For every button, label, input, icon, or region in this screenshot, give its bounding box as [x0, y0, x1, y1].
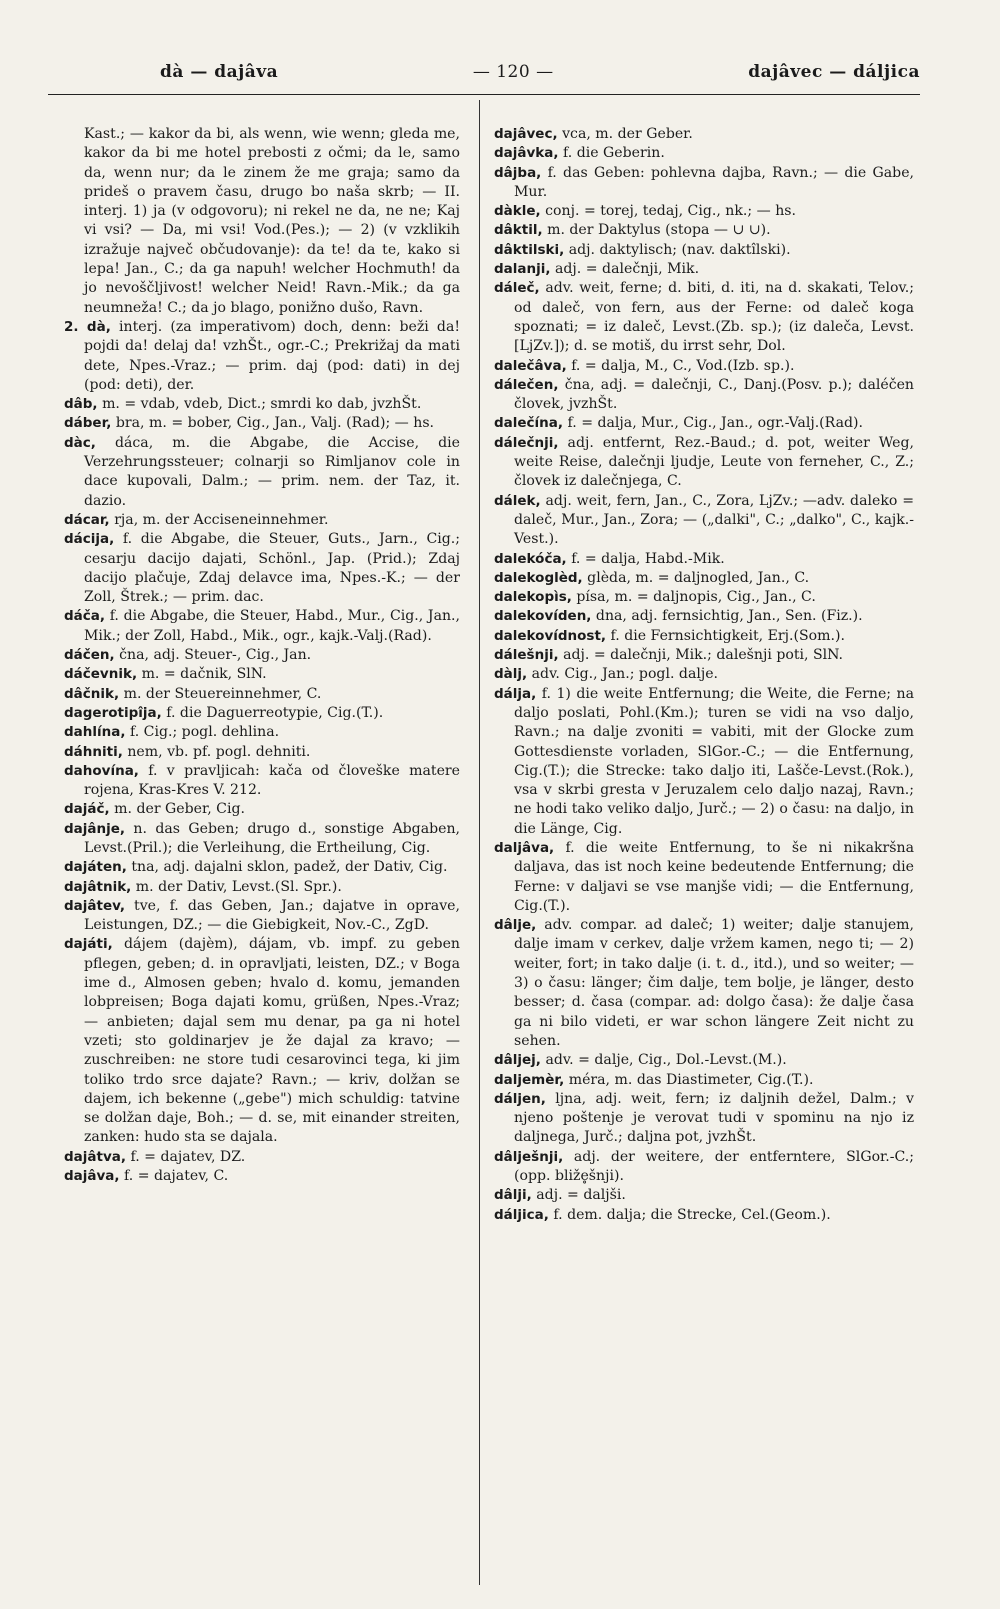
entry-headword: dácar, — [64, 511, 110, 528]
dictionary-entry — [494, 376, 914, 415]
right-column — [494, 125, 914, 1225]
dictionary-entry — [64, 511, 460, 530]
entry-definition: m. = vdab, vdeb, Dict.; smrdi ko dab, jvzhŠt. — [102, 396, 422, 413]
entry-headword: dajáč, — [64, 801, 110, 818]
dictionary-entry — [64, 704, 460, 723]
page-number: — 120 — — [472, 62, 554, 82]
entry-headword: dàlj, — [494, 666, 528, 683]
entry-definition: adj. entfernt, Rez.-Baud.; d. pot, weiter Weg, weite Reise, dalečnji ljudje, Leute von ferneher, C., Z.; človek iz dalečnjega, C. — [514, 434, 914, 490]
entry-definition: f. = dalja, Habd.-Mik. — [571, 550, 725, 567]
entry-definition: conj. = torej, tedaj, Cig., nk.; — hs. — [545, 203, 796, 220]
dictionary-entry — [494, 1090, 914, 1148]
entry-headword: dálja, — [494, 685, 537, 702]
entry-definition: m. der Geber, Cig. — [114, 801, 245, 818]
entry-definition: bra, m. = bober, Cig., Jan., Valj. (Rad); — hs. — [115, 415, 435, 432]
entry-headword: dáljica, — [494, 1206, 549, 1223]
entry-headword: dalekóča, — [494, 550, 567, 567]
entry-definition: f. die Fernsichtigkeit, Erj.(Som.). — [610, 627, 845, 644]
entry-definition: f. die Daguerreotypie, Cig.(T.). — [166, 704, 384, 721]
entry-definition: tve, f. das Geben, Jan.; dajatve in oprave, Leistungen, DZ.; — die Giebigkeit, Nov.-C., ZgD. — [84, 897, 460, 934]
entry-definition: adj. = dalečnji, Mik.; dalešnji poti, SlN. — [563, 647, 844, 664]
entry-headword: dalekoglèd, — [494, 569, 583, 586]
dictionary-entry — [494, 279, 914, 356]
entry-headword: dahlína, — [64, 724, 126, 741]
header-rule — [48, 94, 920, 95]
entry-headword: dalanji, — [494, 261, 551, 278]
dictionary-entry — [64, 1148, 460, 1167]
entry-definition: m. = dačnik, SlN. — [141, 666, 267, 683]
entry-headword: dalečína, — [494, 415, 564, 432]
entry-definition: f. = dajatev, DZ. — [130, 1148, 246, 1165]
entry-headword: dalečâva, — [494, 357, 567, 374]
dictionary-entry — [494, 550, 914, 569]
entry-definition: f. dem. dalja; die Strecke, Cel.(Geom.). — [553, 1206, 831, 1223]
entry-definition: m. der Dativ, Levst.(Sl. Spr.). — [135, 878, 342, 895]
entry-headword: dajâtva, — [64, 1148, 127, 1165]
entry-headword: dàkle, — [494, 203, 541, 220]
dictionary-entry — [64, 935, 460, 1147]
entry-definition: f. die weite Entfernung, to še ni nikakršna daljava, das ist noch keine bedeutende Entfernung; die Ferne: v daljavi se vse manjše vidi; — die Entfernung, Cig.(T.). — [514, 839, 914, 914]
entry-definition: adj. der weitere, der entferntere, SlGor.-C.; (opp. bliže̥šnji). — [514, 1148, 914, 1185]
dictionary-entry — [494, 202, 914, 221]
entry-definition: adj. = daljši. — [536, 1187, 626, 1204]
dictionary-entry — [494, 1148, 914, 1187]
dictionary-entry — [494, 125, 914, 144]
entry-headword: dajânje, — [64, 820, 126, 837]
dictionary-entry — [64, 897, 460, 936]
entry-headword: dâktil, — [494, 222, 543, 239]
entry-definition: adj. daktylisch; (nav. daktîlski). — [568, 241, 791, 258]
entry-definition: m. der Daktylus (stopa — ∪ ∪). — [547, 222, 771, 239]
header-left-guideword: dà — dajâva — [160, 62, 279, 82]
left-column — [64, 125, 460, 1186]
dictionary-entry — [494, 1206, 914, 1225]
entry-headword: dáhniti, — [64, 743, 123, 760]
dictionary-entry — [494, 1186, 914, 1205]
entry-headword: dalekopìs, — [494, 589, 572, 606]
column-divider — [479, 100, 480, 1585]
entry-definition: f. v pravljicah: kača od človeške matere rojena, Kras-Kres V. 212. — [84, 762, 460, 799]
dictionary-entry — [494, 164, 914, 203]
dictionary-entry — [494, 627, 914, 646]
dictionary-entry — [494, 569, 914, 588]
dictionary-entry — [64, 1167, 460, 1186]
entry-headword: dáljen, — [494, 1090, 546, 1107]
dictionary-entry — [64, 743, 460, 762]
entry-headword: dálek, — [494, 492, 541, 509]
dictionary-entry — [494, 588, 914, 607]
entry-definition: adj. = dalečnji, Mik. — [555, 261, 700, 278]
entry-headword: dajâvka, — [494, 145, 559, 162]
entry-headword: dáča, — [64, 608, 106, 625]
entry-definition: f. = dajatev, C. — [124, 1168, 229, 1185]
entry-definition: čna, adj. Steuer-, Cig., Jan. — [119, 647, 312, 664]
entry-headword: dajáti, — [64, 936, 113, 953]
dictionary-entry — [494, 685, 914, 839]
entry-definition: f. die Abgabe, die Steuer, Habd., Mur., Cig., Jan., Mik.; der Zoll, Habd., Mik., ogr., kajk.-Valj.(Rad). — [84, 608, 461, 644]
entry-definition: dájem (dajèm), dájam, vb. impf. zu geben pflegen, geben; d. in opravljati, leisten, DZ.; v Boga ime d., Almosen geben; hvalo d. komu, jemanden lobpreisen; Boga dajati komu, grüßen, Npes.-Vraz; — anbieten; dajal sem mu denar, pa ga ni hotel vzeti; sto goldinarjev je že dajal za kravo; — zuschreiben: ne store tudi cesarovinci tega, ki jim toliko trdo srce dajate? Ravn.; — kriv, dolžan se dajem, ich bekenne („gebe") mich schuldig: tatvine se dolžan daje, Boh.; — d. se, mit einander streiten, zanken: hudo sta se dajala. — [84, 936, 460, 1146]
entry-headword: dâjba, — [494, 164, 542, 181]
entry-definition: m. der Steuereinnehmer, C. — [123, 685, 322, 702]
entry-headword: 2. dà, — [64, 318, 111, 335]
entry-headword: dajâtnik, — [64, 878, 132, 895]
entry-definition: dna, adj. fernsichtig, Jan., Sen. (Fiz.). — [595, 608, 863, 625]
entry-headword: dáčevnik, — [64, 666, 138, 683]
dictionary-entry — [494, 665, 914, 684]
dictionary-entry — [494, 414, 914, 433]
entry-definition: n. das Geben; drugo d., sonstige Abgaben, Levst.(Pril.); die Verleihung, die Ertheilung, Cig. — [84, 820, 461, 856]
entry-headword: daljemèr, — [494, 1071, 565, 1088]
entry-definition: adv. compar. ad daleč; 1) weiter; dalje stanujem, dalje imam v cerkev, dalje vržem kamen, nego ti; — 2) weiter, fort; in tako dalje (i. t. d., itd.), und so weiter; — 3) o času: länger; čim dalje, tem bolje, je länger, desto besser; d. časa (compar. ad: dolgo časa): že dalje časa ga ni bilo videti, er war schon längere Zeit nicht zu sehen. — [514, 917, 915, 1049]
entry-headword: dagerotipîja, — [64, 704, 162, 721]
dictionary-entry — [64, 685, 460, 704]
dictionary-entry — [494, 144, 914, 163]
entry-headword: dàc, — [64, 434, 96, 451]
dictionary-entry — [494, 646, 914, 665]
entry-headword: dalekovíden, — [494, 608, 592, 625]
dictionary-entry — [64, 665, 460, 684]
entry-definition: f. die Abgabe, die Steuer, Guts., Jarn., Cig.; cesarju dacijo dajati, Schönl., Jap. (Prid.); Zdaj dacijo plačuje, Zdaj delavce ima, Npes.-K.; — der Zoll, Štrek.; — prim. dac. — [84, 531, 460, 606]
entry-headword: dâlji, — [494, 1187, 532, 1204]
dictionary-entry — [494, 357, 914, 376]
entry-headword: dâlješnji, — [494, 1148, 564, 1165]
dictionary-entry — [494, 1071, 914, 1090]
entry-definition: písa, m. = daljnopis, Cig., Jan., C. — [576, 589, 816, 606]
entry-definition: Kast.; — kakor da bi, als wenn, wie wenn; gleda me, kakor da bi me hotel prebosti z očmi; da le, samo da, wenn nur; da le zinem že me graja; samo da prideš o pravem času, drugo bo naša skrb; — II. interj. 1) ja (v odgovoru); ni rekel ne da, ne ne; Kaj vi vsi? — Da, mi vsi! Vod.(Pes.); — 2) (v vzklikih izražuje največ občudovanje): da te! da te, kako si lepa! Jan., C.; da ga napuh! welcher Hochmuth! da jo nevoščljivost! welcher Neid! Ravn.-Mik.; da ga neumneža! C.; da jo blago, ponižno dušo, Ravn. — [84, 126, 460, 316]
dictionary-entry — [494, 260, 914, 279]
entry-headword: dajâvec, — [494, 126, 558, 142]
entry-definition: f. die Geberin. — [563, 145, 665, 162]
entry-headword: dâktilski, — [494, 241, 565, 258]
entry-headword: dajâtev, — [64, 897, 125, 914]
entry-definition: glèda, m. = daljnogled, Jan., C. — [587, 569, 810, 586]
dictionary-entry — [494, 916, 914, 1051]
entry-headword: dâljej, — [494, 1052, 541, 1069]
entry-headword: dácija, — [64, 531, 115, 548]
entry-definition: interj. (za imperativom) doch, denn: beži da! pojdi da! delaj da! vzhŠt., ogr.-C.; Prekrižaj da mati dete, Npes.-Vraz.; — prim. daj (pod: dati) in dej (pod: deti), der. — [84, 318, 461, 393]
entry-headword: dálečnji, — [494, 434, 559, 451]
dictionary-entry — [64, 858, 460, 877]
dictionary-entry — [64, 646, 460, 665]
entry-headword: daljâva, — [494, 839, 555, 856]
entry-headword: dalekovídnost, — [494, 627, 607, 644]
entry-definition: adv. = dalje, Cig., Dol.-Levst.(M.). — [545, 1052, 787, 1069]
entry-headword: dahovína, — [64, 762, 139, 779]
entry-definition: adv. Cig., Jan.; pogl. dalje. — [531, 666, 719, 683]
entry-definition: nem, vb. pf. pogl. dehniti. — [127, 743, 311, 760]
entry-definition: rja, m. der Acciseneinnehmer. — [114, 511, 329, 528]
entry-headword: dáber, — [64, 415, 112, 432]
dictionary-entry — [64, 723, 460, 742]
entry-definition: ljna, adj. weit, fern; iz daljnih dežel, Dalm.; v njeno poštenje je verovat tudi v spominu na njo iz daljnega, Jurč.; daljna pot, jvzhŠt. — [514, 1090, 915, 1146]
entry-headword: dâb, — [64, 396, 98, 413]
entry-definition: f. Cig.; pogl. dehlina. — [129, 724, 280, 741]
dictionary-entry — [494, 492, 914, 550]
dictionary-entry — [64, 607, 460, 646]
dictionary-entry — [64, 878, 460, 897]
entry-headword: dáleč, — [494, 280, 540, 297]
entry-headword: dajâva, — [64, 1168, 120, 1185]
dictionary-entry — [494, 1051, 914, 1070]
dictionary-entry — [64, 820, 460, 859]
entry-headword: dâčnik, — [64, 685, 120, 702]
entry-definition: adv. weit, ferne; d. biti, d. iti, na d. skakati, Telov.; od daleč, von fern, aus der Ferne: od daleč koga spoznati; = iz daleč, Levst.(Zb. sp.); (iz daleča, Levst.[LjZv.]); d. se motiš, du irrst sehr, Dol. — [514, 280, 914, 355]
entry-definition: f. = dalja, M., C., Vod.(Izb. sp.). — [571, 357, 795, 374]
dictionary-entry — [494, 434, 914, 492]
dictionary-entry — [64, 434, 460, 511]
dictionary-entry — [64, 800, 460, 819]
dictionary-entry — [494, 221, 914, 240]
entry-headword: dáčen, — [64, 647, 115, 664]
dictionary-entry — [64, 414, 460, 433]
entry-definition: méra, m. das Diastimeter, Cig.(T.). — [568, 1071, 814, 1088]
entry-headword: dajáten, — [64, 859, 127, 876]
entry-definition: f. das Geben: pohlevna dajba, Ravn.; — die Gabe, Mur. — [514, 164, 915, 200]
dictionary-entry — [494, 839, 914, 916]
entry-definition: tna, adj. dajalni sklon, padež, der Dativ, Cig. — [131, 859, 448, 876]
entry-definition: dáca, m. die Abgabe, die Accise, die Verzehrungssteuer; colnarji so Rimljanov cole in dace kupovali, Dalm.; — prim. nem. der Taz, it. dazio. — [84, 434, 461, 509]
entry-definition: f. = dalja, Mur., Cig., Jan., ogr.-Valj.(Rad). — [567, 415, 864, 432]
entry-definition: f. 1) die weite Entfernung; die Weite, die Ferne; na daljo poslati, Pohl.(Km.); turen se vidi na vso daljo, Ravn.; na dalje zvoniti = vabiti, mit der Glocke zum Gottesdienste vorladen, SlGor.-C.; — die Entfernung, Cig.(T.); die Strecke: tako daljo iti, Lašče-Levst.(Rok.), vsa v skrbi gresta v Jeruzalem celo daljo nazaj, Ravn.; ne hodi tako veliko daljo, Jurč.; — 2) o času: na daljo, in die Länge, Cig. — [514, 685, 914, 837]
dictionary-entry — [64, 762, 460, 801]
entry-headword: dálečen, — [494, 376, 559, 393]
entry-headword: dâlje, — [494, 917, 537, 934]
dictionary-entry — [64, 395, 460, 414]
dictionary-entry — [494, 241, 914, 260]
entry-headword: dálešnji, — [494, 647, 559, 664]
dictionary-entry — [64, 125, 460, 318]
entry-definition: vca, m. der Geber. — [562, 126, 693, 142]
dictionary-entry — [64, 318, 460, 395]
dictionary-entry — [494, 607, 914, 626]
entry-definition: adj. weit, fern, Jan., C., Zora, LjZv.; —adv. daleko = daleč, Mur., Jan., Zora; — („dalki", C.; „dalko", C., kajk.-Vest.). — [514, 492, 914, 548]
page-header — [160, 62, 920, 90]
entry-definition: čna, adj. = dalečnji, C., Danj.(Posv. p.); daléčen človek, jvzhŠt. — [514, 376, 915, 413]
header-right-guideword: dajâvec — dáljica — [748, 62, 920, 82]
dictionary-entry — [64, 530, 460, 607]
